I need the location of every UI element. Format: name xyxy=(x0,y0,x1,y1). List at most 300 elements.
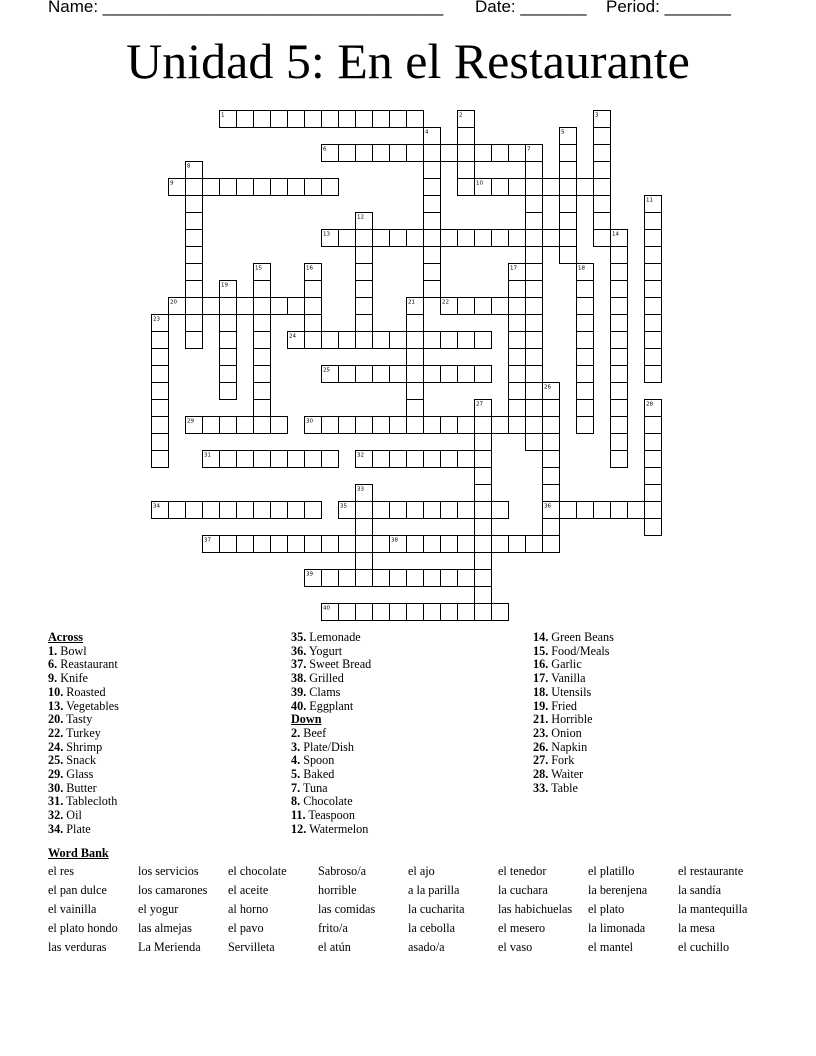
crossword-cell[interactable] xyxy=(237,179,254,196)
crossword-cell[interactable] xyxy=(645,502,662,519)
crossword-cell[interactable] xyxy=(424,162,441,179)
crossword-cell[interactable] xyxy=(458,162,475,179)
crossword-cell[interactable] xyxy=(254,383,271,400)
date-field[interactable]: Date: _______ xyxy=(475,0,587,16)
crossword-cell[interactable] xyxy=(543,468,560,485)
crossword-cell[interactable] xyxy=(577,332,594,349)
crossword-cell[interactable] xyxy=(339,145,356,162)
crossword-cell[interactable] xyxy=(645,281,662,298)
crossword-cell[interactable] xyxy=(220,383,237,400)
crossword-cell[interactable] xyxy=(203,298,220,315)
crossword-cell[interactable] xyxy=(560,247,577,264)
crossword-cell[interactable] xyxy=(407,570,424,587)
crossword-cell[interactable] xyxy=(186,332,203,349)
crossword-cell[interactable] xyxy=(526,196,543,213)
crossword-cell[interactable] xyxy=(254,179,271,196)
crossword-cell[interactable] xyxy=(577,502,594,519)
crossword-cell[interactable] xyxy=(237,502,254,519)
crossword-cell[interactable] xyxy=(220,451,237,468)
crossword-cell[interactable] xyxy=(475,145,492,162)
crossword-cell[interactable] xyxy=(577,366,594,383)
crossword-cell[interactable] xyxy=(186,230,203,247)
crossword-cell[interactable] xyxy=(475,434,492,451)
crossword-cell[interactable] xyxy=(356,145,373,162)
crossword-cell[interactable] xyxy=(492,230,509,247)
crossword-cell[interactable] xyxy=(441,502,458,519)
crossword-cell[interactable] xyxy=(356,111,373,128)
crossword-cell[interactable] xyxy=(305,298,322,315)
crossword-cell[interactable] xyxy=(492,298,509,315)
crossword-cell[interactable] xyxy=(288,298,305,315)
crossword-cell[interactable] xyxy=(186,196,203,213)
crossword-cell[interactable] xyxy=(305,502,322,519)
crossword-cell[interactable] xyxy=(509,349,526,366)
crossword-cell[interactable] xyxy=(577,383,594,400)
crossword-cell[interactable] xyxy=(169,502,186,519)
crossword-cell[interactable] xyxy=(288,111,305,128)
crossword-cell[interactable] xyxy=(475,451,492,468)
crossword-cell[interactable] xyxy=(526,264,543,281)
crossword-cell[interactable] xyxy=(526,400,543,417)
crossword-cell[interactable] xyxy=(254,298,271,315)
crossword-cell[interactable] xyxy=(645,468,662,485)
crossword-cell[interactable] xyxy=(356,570,373,587)
crossword-cell[interactable] xyxy=(424,213,441,230)
crossword-cell[interactable] xyxy=(152,366,169,383)
crossword-cell[interactable] xyxy=(237,111,254,128)
crossword-cell[interactable] xyxy=(152,400,169,417)
crossword-cell[interactable] xyxy=(390,230,407,247)
crossword-cell[interactable] xyxy=(509,417,526,434)
crossword-cell[interactable] xyxy=(305,332,322,349)
crossword-cell[interactable] xyxy=(475,417,492,434)
crossword-cell[interactable] xyxy=(458,451,475,468)
crossword-cell[interactable] xyxy=(492,502,509,519)
crossword-cell[interactable] xyxy=(424,502,441,519)
crossword-cell[interactable] xyxy=(373,570,390,587)
crossword-cell[interactable] xyxy=(152,434,169,451)
crossword-cell[interactable] xyxy=(526,213,543,230)
crossword-cell[interactable] xyxy=(390,417,407,434)
crossword-cell[interactable] xyxy=(509,400,526,417)
crossword-cell[interactable] xyxy=(526,417,543,434)
crossword-cell[interactable] xyxy=(594,502,611,519)
crossword-cell[interactable] xyxy=(577,417,594,434)
crossword-cell[interactable] xyxy=(645,298,662,315)
crossword-cell[interactable] xyxy=(611,400,628,417)
crossword-cell[interactable] xyxy=(407,332,424,349)
crossword-cell[interactable] xyxy=(645,264,662,281)
crossword-cell[interactable] xyxy=(543,485,560,502)
crossword-cell[interactable] xyxy=(407,502,424,519)
crossword-cell[interactable] xyxy=(373,502,390,519)
crossword-cell[interactable] xyxy=(441,145,458,162)
crossword-cell[interactable] xyxy=(492,179,509,196)
crossword-cell[interactable] xyxy=(611,332,628,349)
period-field[interactable]: Period: _______ xyxy=(606,0,731,16)
crossword-cell[interactable] xyxy=(594,162,611,179)
crossword-cell[interactable] xyxy=(254,366,271,383)
crossword-cell[interactable] xyxy=(475,298,492,315)
crossword-cell[interactable] xyxy=(475,519,492,536)
crossword-cell[interactable] xyxy=(254,111,271,128)
crossword-cell[interactable] xyxy=(441,417,458,434)
crossword-cell[interactable] xyxy=(254,400,271,417)
crossword-cell[interactable] xyxy=(373,111,390,128)
crossword-cell[interactable] xyxy=(645,434,662,451)
crossword-cell[interactable] xyxy=(339,230,356,247)
crossword-cell[interactable] xyxy=(492,145,509,162)
crossword-cell[interactable] xyxy=(339,417,356,434)
crossword-cell[interactable] xyxy=(390,366,407,383)
crossword-cell[interactable] xyxy=(424,451,441,468)
crossword-cell[interactable] xyxy=(594,230,611,247)
crossword-cell[interactable] xyxy=(475,587,492,604)
crossword-cell[interactable] xyxy=(322,111,339,128)
crossword-cell[interactable] xyxy=(424,604,441,621)
crossword-cell[interactable] xyxy=(424,230,441,247)
crossword-cell[interactable] xyxy=(475,502,492,519)
crossword-cell[interactable] xyxy=(577,315,594,332)
crossword-cell[interactable] xyxy=(356,332,373,349)
crossword-cell[interactable] xyxy=(611,281,628,298)
crossword-cell[interactable] xyxy=(254,536,271,553)
crossword-cell[interactable] xyxy=(645,349,662,366)
crossword-cell[interactable] xyxy=(424,366,441,383)
crossword-cell[interactable] xyxy=(220,349,237,366)
crossword-cell[interactable] xyxy=(594,179,611,196)
crossword-cell[interactable] xyxy=(407,366,424,383)
crossword-cell[interactable] xyxy=(356,502,373,519)
crossword-cell[interactable] xyxy=(458,536,475,553)
crossword-cell[interactable] xyxy=(254,451,271,468)
crossword-cell[interactable] xyxy=(645,332,662,349)
crossword-cell[interactable] xyxy=(186,502,203,519)
crossword-cell[interactable] xyxy=(577,349,594,366)
crossword-cell[interactable] xyxy=(305,536,322,553)
crossword-cell[interactable] xyxy=(475,230,492,247)
crossword-cell[interactable] xyxy=(237,298,254,315)
crossword-cell[interactable] xyxy=(594,128,611,145)
crossword-cell[interactable] xyxy=(424,570,441,587)
crossword-cell[interactable] xyxy=(577,298,594,315)
crossword-cell[interactable] xyxy=(339,536,356,553)
crossword-cell[interactable] xyxy=(237,417,254,434)
crossword-cell[interactable] xyxy=(458,604,475,621)
crossword-cell[interactable] xyxy=(645,315,662,332)
crossword-cell[interactable] xyxy=(475,332,492,349)
crossword-cell[interactable] xyxy=(339,604,356,621)
crossword-cell[interactable] xyxy=(424,247,441,264)
crossword-cell[interactable] xyxy=(560,213,577,230)
crossword-cell[interactable] xyxy=(475,536,492,553)
crossword-cell[interactable] xyxy=(611,315,628,332)
crossword-cell[interactable] xyxy=(220,536,237,553)
crossword-cell[interactable] xyxy=(611,451,628,468)
crossword-cell[interactable] xyxy=(407,604,424,621)
crossword-cell[interactable] xyxy=(458,298,475,315)
crossword-cell[interactable] xyxy=(339,111,356,128)
crossword-cell[interactable] xyxy=(526,230,543,247)
crossword-cell[interactable] xyxy=(509,281,526,298)
crossword-cell[interactable] xyxy=(645,485,662,502)
crossword-cell[interactable] xyxy=(356,264,373,281)
crossword-cell[interactable] xyxy=(407,417,424,434)
crossword-cell[interactable] xyxy=(339,366,356,383)
crossword-cell[interactable] xyxy=(390,502,407,519)
crossword-cell[interactable] xyxy=(645,366,662,383)
crossword-cell[interactable] xyxy=(356,315,373,332)
crossword-cell[interactable] xyxy=(458,570,475,587)
crossword-cell[interactable] xyxy=(390,145,407,162)
crossword-cell[interactable] xyxy=(509,315,526,332)
crossword-cell[interactable] xyxy=(526,179,543,196)
crossword-cell[interactable] xyxy=(560,196,577,213)
crossword-cell[interactable] xyxy=(152,332,169,349)
crossword-cell[interactable] xyxy=(594,145,611,162)
crossword-cell[interactable] xyxy=(390,604,407,621)
crossword-cell[interactable] xyxy=(390,451,407,468)
crossword-cell[interactable] xyxy=(509,145,526,162)
crossword-cell[interactable] xyxy=(526,536,543,553)
crossword-cell[interactable] xyxy=(543,179,560,196)
crossword-cell[interactable] xyxy=(203,502,220,519)
crossword-cell[interactable] xyxy=(492,604,509,621)
crossword-cell[interactable] xyxy=(339,570,356,587)
crossword-cell[interactable] xyxy=(475,553,492,570)
crossword-cell[interactable] xyxy=(509,298,526,315)
crossword-cell[interactable] xyxy=(254,281,271,298)
crossword-cell[interactable] xyxy=(271,536,288,553)
crossword-cell[interactable] xyxy=(611,349,628,366)
crossword-cell[interactable] xyxy=(611,247,628,264)
crossword-cell[interactable] xyxy=(577,400,594,417)
crossword-cell[interactable] xyxy=(611,502,628,519)
crossword-cell[interactable] xyxy=(186,179,203,196)
crossword-cell[interactable] xyxy=(509,536,526,553)
crossword-cell[interactable] xyxy=(424,196,441,213)
crossword-cell[interactable] xyxy=(424,332,441,349)
crossword-cell[interactable] xyxy=(271,417,288,434)
crossword-cell[interactable] xyxy=(322,536,339,553)
crossword-cell[interactable] xyxy=(628,502,645,519)
crossword-cell[interactable] xyxy=(203,417,220,434)
crossword-cell[interactable] xyxy=(492,417,509,434)
crossword-cell[interactable] xyxy=(645,213,662,230)
crossword-cell[interactable] xyxy=(271,298,288,315)
crossword-cell[interactable] xyxy=(441,536,458,553)
crossword-cell[interactable] xyxy=(186,213,203,230)
crossword-cell[interactable] xyxy=(543,536,560,553)
crossword-cell[interactable] xyxy=(322,179,339,196)
crossword-cell[interactable] xyxy=(407,400,424,417)
crossword-cell[interactable] xyxy=(526,383,543,400)
crossword-cell[interactable] xyxy=(220,179,237,196)
crossword-cell[interactable] xyxy=(288,451,305,468)
crossword-cell[interactable] xyxy=(645,519,662,536)
crossword-cell[interactable] xyxy=(390,111,407,128)
crossword-cell[interactable] xyxy=(611,366,628,383)
crossword-cell[interactable] xyxy=(322,570,339,587)
crossword-cell[interactable] xyxy=(220,315,237,332)
crossword-cell[interactable] xyxy=(509,383,526,400)
crossword-cell[interactable] xyxy=(441,570,458,587)
crossword-cell[interactable] xyxy=(305,315,322,332)
crossword-cell[interactable] xyxy=(373,366,390,383)
crossword-cell[interactable] xyxy=(220,298,237,315)
crossword-cell[interactable] xyxy=(407,451,424,468)
crossword-cell[interactable] xyxy=(577,281,594,298)
crossword-cell[interactable] xyxy=(407,536,424,553)
crossword-cell[interactable] xyxy=(424,179,441,196)
crossword-cell[interactable] xyxy=(254,332,271,349)
crossword-cell[interactable] xyxy=(407,349,424,366)
crossword-cell[interactable] xyxy=(509,332,526,349)
crossword-cell[interactable] xyxy=(509,230,526,247)
crossword-cell[interactable] xyxy=(203,179,220,196)
name-field[interactable]: Name: ____________________________________ xyxy=(48,0,444,16)
crossword-cell[interactable] xyxy=(152,383,169,400)
crossword-cell[interactable] xyxy=(288,179,305,196)
crossword-cell[interactable] xyxy=(305,451,322,468)
crossword-cell[interactable] xyxy=(594,213,611,230)
crossword-cell[interactable] xyxy=(407,111,424,128)
crossword-cell[interactable] xyxy=(271,502,288,519)
crossword-cell[interactable] xyxy=(543,417,560,434)
crossword-cell[interactable] xyxy=(305,111,322,128)
crossword-cell[interactable] xyxy=(441,332,458,349)
crossword-cell[interactable] xyxy=(356,536,373,553)
crossword-cell[interactable] xyxy=(186,247,203,264)
crossword-cell[interactable] xyxy=(645,230,662,247)
crossword-cell[interactable] xyxy=(475,468,492,485)
crossword-cell[interactable] xyxy=(424,281,441,298)
crossword-cell[interactable] xyxy=(458,230,475,247)
crossword-cell[interactable] xyxy=(237,451,254,468)
crossword-cell[interactable] xyxy=(220,417,237,434)
crossword-cell[interactable] xyxy=(458,366,475,383)
crossword-cell[interactable] xyxy=(305,179,322,196)
crossword-cell[interactable] xyxy=(543,230,560,247)
crossword-cell[interactable] xyxy=(611,264,628,281)
crossword-cell[interactable] xyxy=(526,315,543,332)
crossword-cell[interactable] xyxy=(560,162,577,179)
crossword-cell[interactable] xyxy=(373,230,390,247)
crossword-cell[interactable] xyxy=(373,604,390,621)
crossword-cell[interactable] xyxy=(611,417,628,434)
crossword-cell[interactable] xyxy=(526,298,543,315)
crossword-cell[interactable] xyxy=(322,417,339,434)
crossword-cell[interactable] xyxy=(509,179,526,196)
crossword-cell[interactable] xyxy=(271,179,288,196)
crossword-cell[interactable] xyxy=(441,451,458,468)
crossword-cell[interactable] xyxy=(492,536,509,553)
crossword-cell[interactable] xyxy=(509,366,526,383)
crossword-cell[interactable] xyxy=(407,230,424,247)
crossword-cell[interactable] xyxy=(237,536,254,553)
crossword-cell[interactable] xyxy=(458,332,475,349)
crossword-cell[interactable] xyxy=(424,536,441,553)
crossword-cell[interactable] xyxy=(543,434,560,451)
crossword-cell[interactable] xyxy=(322,451,339,468)
crossword-cell[interactable] xyxy=(424,145,441,162)
crossword-cell[interactable] xyxy=(611,383,628,400)
crossword-cell[interactable] xyxy=(152,451,169,468)
crossword-cell[interactable] xyxy=(526,349,543,366)
crossword-cell[interactable] xyxy=(645,451,662,468)
crossword-cell[interactable] xyxy=(152,349,169,366)
crossword-cell[interactable] xyxy=(526,247,543,264)
crossword-cell[interactable] xyxy=(560,179,577,196)
crossword-cell[interactable] xyxy=(458,417,475,434)
crossword-cell[interactable] xyxy=(373,451,390,468)
crossword-cell[interactable] xyxy=(441,604,458,621)
crossword-cell[interactable] xyxy=(526,332,543,349)
crossword-cell[interactable] xyxy=(611,434,628,451)
crossword-cell[interactable] xyxy=(560,502,577,519)
crossword-cell[interactable] xyxy=(356,553,373,570)
crossword-cell[interactable] xyxy=(390,570,407,587)
crossword-cell[interactable] xyxy=(543,519,560,536)
crossword-cell[interactable] xyxy=(288,536,305,553)
crossword-cell[interactable] xyxy=(220,502,237,519)
crossword-cell[interactable] xyxy=(475,604,492,621)
crossword-cell[interactable] xyxy=(560,145,577,162)
crossword-cell[interactable] xyxy=(475,485,492,502)
crossword-cell[interactable] xyxy=(645,417,662,434)
crossword-cell[interactable] xyxy=(356,366,373,383)
crossword-cell[interactable] xyxy=(407,315,424,332)
crossword-cell[interactable] xyxy=(543,451,560,468)
crossword-cell[interactable] xyxy=(526,434,543,451)
crossword-cell[interactable] xyxy=(254,349,271,366)
crossword-cell[interactable] xyxy=(186,264,203,281)
crossword-cell[interactable] xyxy=(356,417,373,434)
crossword-cell[interactable] xyxy=(220,366,237,383)
crossword-cell[interactable] xyxy=(288,502,305,519)
crossword-cell[interactable] xyxy=(458,128,475,145)
crossword-cell[interactable] xyxy=(305,281,322,298)
crossword-cell[interactable] xyxy=(526,366,543,383)
crossword-cell[interactable] xyxy=(356,230,373,247)
crossword-cell[interactable] xyxy=(458,179,475,196)
crossword-cell[interactable] xyxy=(390,332,407,349)
crossword-cell[interactable] xyxy=(407,383,424,400)
crossword-cell[interactable] xyxy=(271,451,288,468)
crossword-cell[interactable] xyxy=(543,400,560,417)
crossword-cell[interactable] xyxy=(645,247,662,264)
crossword-cell[interactable] xyxy=(611,298,628,315)
crossword-cell[interactable] xyxy=(424,417,441,434)
crossword-cell[interactable] xyxy=(254,315,271,332)
crossword-cell[interactable] xyxy=(373,145,390,162)
crossword-cell[interactable] xyxy=(373,332,390,349)
crossword-cell[interactable] xyxy=(322,332,339,349)
crossword-cell[interactable] xyxy=(271,111,288,128)
crossword-cell[interactable] xyxy=(526,162,543,179)
crossword-cell[interactable] xyxy=(339,332,356,349)
crossword-cell[interactable] xyxy=(186,281,203,298)
crossword-cell[interactable] xyxy=(560,230,577,247)
crossword-cell[interactable] xyxy=(356,298,373,315)
crossword-cell[interactable] xyxy=(441,366,458,383)
crossword-cell[interactable] xyxy=(254,502,271,519)
crossword-cell[interactable] xyxy=(356,604,373,621)
crossword-cell[interactable] xyxy=(373,417,390,434)
crossword-cell[interactable] xyxy=(186,315,203,332)
crossword-cell[interactable] xyxy=(407,145,424,162)
crossword-cell[interactable] xyxy=(356,519,373,536)
